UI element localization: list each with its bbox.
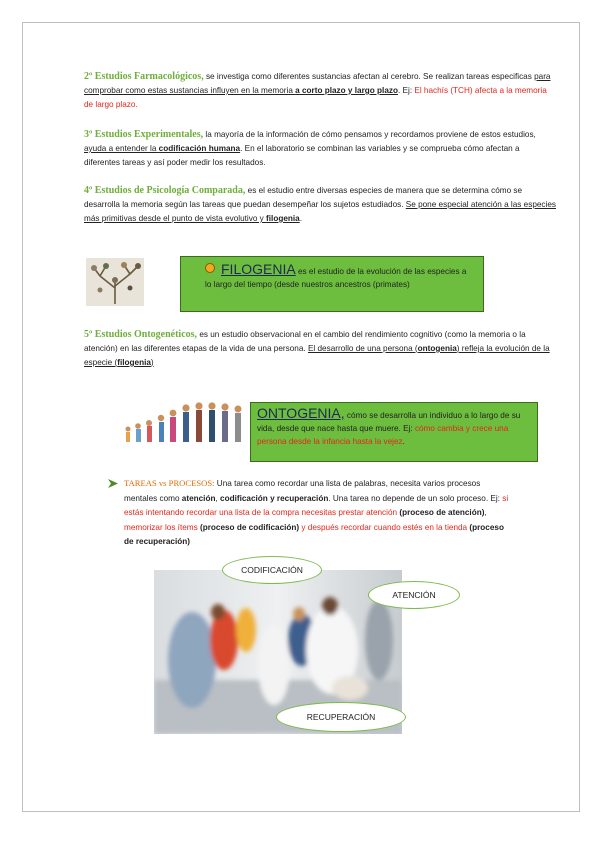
section-farmacologicos [84,70,557,112]
underlined-text: para comprobar como estas sustancias influyen en la memoria [84,72,551,95]
heading-farmacologicos: 2º Estudios Farmacológicos, [84,71,204,82]
text: es el estudio entre diversas especies de manera que se determina cómo se desarrolla la memoria según las tareas que puedan desempeñar los sujetos estudiados. [84,186,523,209]
section-comparada [84,184,557,226]
ontogenia-term: ONTOGENIA, [257,405,345,421]
text: la mayoría de la información de cómo pensamos y recordamos proviene de estos estudios, [203,130,536,139]
heading-experimentales: 3º Estudios Experimentales, [84,129,204,140]
underlined-bold-text: ontogenia [417,344,457,353]
underlined-text: El desarrollo de una persona ( [307,344,418,353]
text: es un estudio observacional en el cambio del rendimiento cognitivo (como la memoria o la atención) en las diferentes etapas de la vida de una persona. [84,330,526,353]
human-growth-stages-image [120,394,246,444]
ontogenia-definition-box [250,402,538,462]
heading-ontogeneticos: 5º Estudios Ontogenéticos, [84,329,198,340]
codificacion-label: CODIFICACIÓN [222,556,322,584]
section-experimentales [84,128,557,170]
flame-bullet-icon [205,263,215,273]
text: . [299,214,302,223]
example-text: memorizar los ítems [124,522,198,532]
text: . Una tarea no depende de un solo proceso. Ej: [328,493,503,503]
filogenia-text: es el estudio de la evolución de las especies a lo largo del tiempo (desde nuestros ancestros (primates) [205,267,467,289]
underlined-text: ayuda a entender la [84,144,159,153]
underlined-text: ) [150,358,154,367]
section-tareas-procesos [124,476,512,550]
heading-comparada: 4º Estudios de Psicología Comparada, [84,185,246,196]
example-text: si estás intentando recordar una lista de la compra necesitas prestar atención [124,493,509,517]
example-text: y después recordar cuando estés en la tienda [299,522,468,532]
text: . En el laboratorio se combinan las variables y se comprueba cómo afectan a diferentes tareas y así poder medir los resultados. [84,144,520,167]
text: se investiga como diferentes sustancias afectan al cerebro. Se realizan tareas especificas [203,72,535,81]
underlined-text: Se pone especial atención a las especies más primitivas desde el punto de vista evolutivo y [84,200,556,223]
text: Una tarea como recordar una lista de palabras, necesita varios procesos mentales como [124,479,481,503]
underlined-text: ) refleja la evolución de la especie ( [84,344,550,367]
ontogenia-text: cómo se desarrolla un individuo a lo largo de su vida, desde que nace hasta que muere. Ej: [257,411,521,433]
bold-text: atención [181,493,216,503]
bold-text: (proceso de codificación) [197,522,300,532]
arrow-bullet-icon [108,479,118,488]
underlined-bold-text: a corto plazo y largo plazo [295,86,398,95]
recuperacion-label: RECUPERACIÓN [276,702,406,732]
section-ontogeneticos [84,328,557,370]
text: , [484,508,487,517]
ontogenia-example: cómo cambia y crece una persona desde la infancia hasta la vejez [257,424,509,446]
underlined-bold-text: filogenia [117,358,151,367]
bold-text: (proceso de recuperación) [124,522,504,546]
ontogenia-end: . [402,437,405,446]
example-text: El hachís (TCH) afecta a la memoria de largo plazo. [84,86,547,109]
bold-text: (proceso de atención) [397,508,485,517]
atencion-label: ATENCIÓN [368,581,460,609]
bold-text: codificación y recuperación [220,493,329,503]
evolution-tree-image [86,258,144,306]
heading-tareas-procesos: TAREAS vs PROCESOS: [124,478,215,488]
text: . Ej: [397,86,415,95]
filogenia-definition-box [180,256,484,312]
text: , [215,493,221,503]
underlined-bold-text: filogenia [266,214,300,223]
filogenia-term: FILOGENIA [221,261,296,277]
underlined-bold-text: codificación humana [158,144,241,153]
